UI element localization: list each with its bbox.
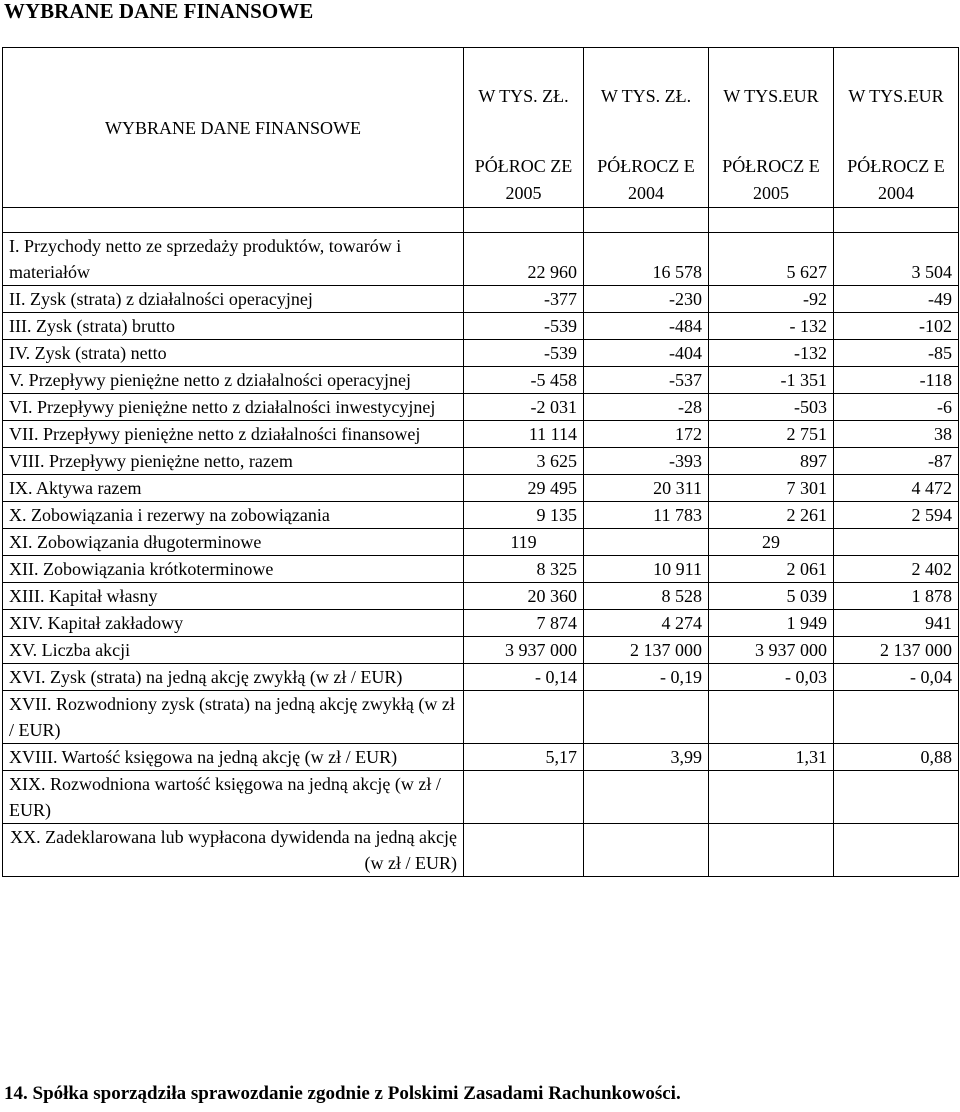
- row-label: IX. Aktywa razem: [3, 475, 464, 502]
- row-label: X. Zobowiązania i rezerwy na zobowiązania: [3, 502, 464, 529]
- value-cell: -2 031: [464, 394, 584, 421]
- value-cell: - 0,19: [584, 664, 709, 691]
- value-cell: -5 458: [464, 367, 584, 394]
- value-cell: -503: [709, 394, 834, 421]
- value-cell: 16 578: [584, 233, 709, 286]
- table-row: [3, 691, 959, 744]
- value-cell: 29 495: [464, 475, 584, 502]
- value-cell: 1 878: [834, 583, 959, 610]
- value-cell: 38: [834, 421, 959, 448]
- value-cell: 7 874: [464, 610, 584, 637]
- value-cell: -539: [464, 340, 584, 367]
- value-cell: [584, 824, 709, 877]
- value-cell: 8 528: [584, 583, 709, 610]
- value-cell: 3 504: [834, 233, 959, 286]
- footer-note: 14. Spółka sporządziła sprawozdanie zgodnie z Polskimi Zasadami Rachunkowości.: [4, 1083, 681, 1104]
- value-cell: 1,31: [709, 744, 834, 771]
- value-cell: 3 625: [464, 448, 584, 475]
- value-cell: -539: [464, 313, 584, 340]
- table-row: [3, 583, 959, 610]
- value-cell: 2 402: [834, 556, 959, 583]
- value-cell: 5 039: [709, 583, 834, 610]
- row-label: XV. Liczba akcji: [3, 637, 464, 664]
- value-cell: [464, 691, 584, 744]
- table-row: [3, 771, 959, 824]
- row-label: XIX. Rozwodniona wartość księgowa na jedną akcję (w zł / EUR): [3, 771, 464, 824]
- value-cell: 0,88: [834, 744, 959, 771]
- table-row: [3, 475, 959, 502]
- value-cell: 10 911: [584, 556, 709, 583]
- row-label: VI. Przepływy pieniężne netto z działalności inwestycyjnej: [3, 394, 464, 421]
- value-cell: -49: [834, 286, 959, 313]
- value-cell: - 0,04: [834, 664, 959, 691]
- row-label: XVIII. Wartość księgowa na jedną akcję (w zł / EUR): [3, 744, 464, 771]
- column-header: [709, 48, 834, 208]
- empty-cell: [709, 208, 834, 233]
- value-cell: -6: [834, 394, 959, 421]
- value-cell: [584, 771, 709, 824]
- value-cell: 11 783: [584, 502, 709, 529]
- column-header: [464, 48, 584, 208]
- row-label: IV. Zysk (strata) netto: [3, 340, 464, 367]
- table-row: [3, 394, 959, 421]
- table-row: [3, 233, 959, 286]
- value-cell: -1 351: [709, 367, 834, 394]
- value-cell: -404: [584, 340, 709, 367]
- empty-cell: [584, 208, 709, 233]
- table-row: [3, 744, 959, 771]
- value-cell: 5,17: [464, 744, 584, 771]
- table-row: [3, 340, 959, 367]
- value-cell: 2 061: [709, 556, 834, 583]
- value-cell: [834, 529, 959, 556]
- row-label: I. Przychody netto ze sprzedaży produktów, towarów i materiałów: [3, 233, 464, 286]
- table-row: [3, 529, 959, 556]
- value-cell: 3 937 000: [709, 637, 834, 664]
- value-cell: -132: [709, 340, 834, 367]
- page-title: WYBRANE DANE FINANSOWE: [4, 0, 314, 23]
- value-cell: [464, 771, 584, 824]
- value-cell: 2 137 000: [834, 637, 959, 664]
- table-row: [3, 448, 959, 475]
- value-cell: [709, 771, 834, 824]
- row-label: XI. Zobowiązania długoterminowe: [3, 529, 464, 556]
- value-cell: [834, 824, 959, 877]
- value-cell: -377: [464, 286, 584, 313]
- row-label: XIII. Kapitał własny: [3, 583, 464, 610]
- column-unit: W TYS.EUR: [848, 86, 944, 106]
- value-cell: 7 301: [709, 475, 834, 502]
- empty-cell: [834, 208, 959, 233]
- table-row: [3, 637, 959, 664]
- value-cell: -85: [834, 340, 959, 367]
- value-cell: 941: [834, 610, 959, 637]
- value-cell: 22 960: [464, 233, 584, 286]
- column-unit: W TYS. ZŁ.: [478, 86, 569, 106]
- value-cell: 11 114: [464, 421, 584, 448]
- value-cell: 2 594: [834, 502, 959, 529]
- column-period: PÓŁROC ZE 2005: [474, 156, 573, 203]
- financial-data-table: [2, 47, 959, 877]
- table-row: [3, 502, 959, 529]
- value-cell: 897: [709, 448, 834, 475]
- value-cell: -230: [584, 286, 709, 313]
- row-label: III. Zysk (strata) brutto: [3, 313, 464, 340]
- row-label: II. Zysk (strata) z działalności operacyjnej: [3, 286, 464, 313]
- value-cell: 4 274: [584, 610, 709, 637]
- row-label: V. Przepływy pieniężne netto z działalności operacyjnej: [3, 367, 464, 394]
- column-header: [584, 48, 709, 208]
- value-cell: 2 751: [709, 421, 834, 448]
- value-cell: 2 137 000: [584, 637, 709, 664]
- value-cell: 29: [709, 529, 834, 556]
- value-cell: - 132: [709, 313, 834, 340]
- value-cell: -393: [584, 448, 709, 475]
- value-cell: -28: [584, 394, 709, 421]
- value-cell: - 0,14: [464, 664, 584, 691]
- value-cell: -484: [584, 313, 709, 340]
- value-cell: [584, 529, 709, 556]
- value-cell: -118: [834, 367, 959, 394]
- column-period: PÓŁROCZ E 2005: [722, 156, 820, 203]
- value-cell: 119: [464, 529, 584, 556]
- column-period: PÓŁROCZ E 2004: [847, 156, 945, 203]
- value-cell: 2 261: [709, 502, 834, 529]
- row-label: XX. Zadeklarowana lub wypłacona dywidenda na jedną akcję (w zł / EUR): [3, 824, 464, 877]
- value-cell: [464, 824, 584, 877]
- row-label: VII. Przepływy pieniężne netto z działalności finansowej: [3, 421, 464, 448]
- table-row: [3, 286, 959, 313]
- value-cell: - 0,03: [709, 664, 834, 691]
- table-row: [3, 421, 959, 448]
- value-cell: [834, 691, 959, 744]
- table-row: [3, 610, 959, 637]
- value-cell: [709, 691, 834, 744]
- value-cell: -92: [709, 286, 834, 313]
- value-cell: 1 949: [709, 610, 834, 637]
- row-label: XII. Zobowiązania krótkoterminowe: [3, 556, 464, 583]
- value-cell: 8 325: [464, 556, 584, 583]
- value-cell: 4 472: [834, 475, 959, 502]
- row-label: XVI. Zysk (strata) na jedną akcję zwykłą (w zł / EUR): [3, 664, 464, 691]
- table-row: [3, 664, 959, 691]
- table-row: [3, 367, 959, 394]
- value-cell: [709, 824, 834, 877]
- row-label: VIII. Przepływy pieniężne netto, razem: [3, 448, 464, 475]
- value-cell: 172: [584, 421, 709, 448]
- row-label: XIV. Kapitał zakładowy: [3, 610, 464, 637]
- column-unit: W TYS. ZŁ.: [600, 86, 692, 106]
- column-header: [834, 48, 959, 208]
- spacer-row: [3, 208, 959, 233]
- value-cell: [834, 771, 959, 824]
- value-cell: -537: [584, 367, 709, 394]
- empty-cell: [3, 208, 464, 233]
- table-header-label: WYBRANE DANE FINANSOWE: [3, 48, 464, 208]
- value-cell: 20 360: [464, 583, 584, 610]
- value-cell: -87: [834, 448, 959, 475]
- column-period: PÓŁROCZ E 2004: [597, 156, 695, 203]
- value-cell: 20 311: [584, 475, 709, 502]
- value-cell: 5 627: [709, 233, 834, 286]
- value-cell: 3 937 000: [464, 637, 584, 664]
- table-row: [3, 313, 959, 340]
- value-cell: [584, 691, 709, 744]
- empty-cell: [464, 208, 584, 233]
- table-header-row: [3, 48, 959, 208]
- column-unit: W TYS.EUR: [723, 86, 819, 106]
- value-cell: -102: [834, 313, 959, 340]
- table-row: [3, 556, 959, 583]
- value-cell: 9 135: [464, 502, 584, 529]
- row-label: XVII. Rozwodniony zysk (strata) na jedną akcję zwykłą (w zł / EUR): [3, 691, 464, 744]
- table-row: [3, 824, 959, 877]
- value-cell: 3,99: [584, 744, 709, 771]
